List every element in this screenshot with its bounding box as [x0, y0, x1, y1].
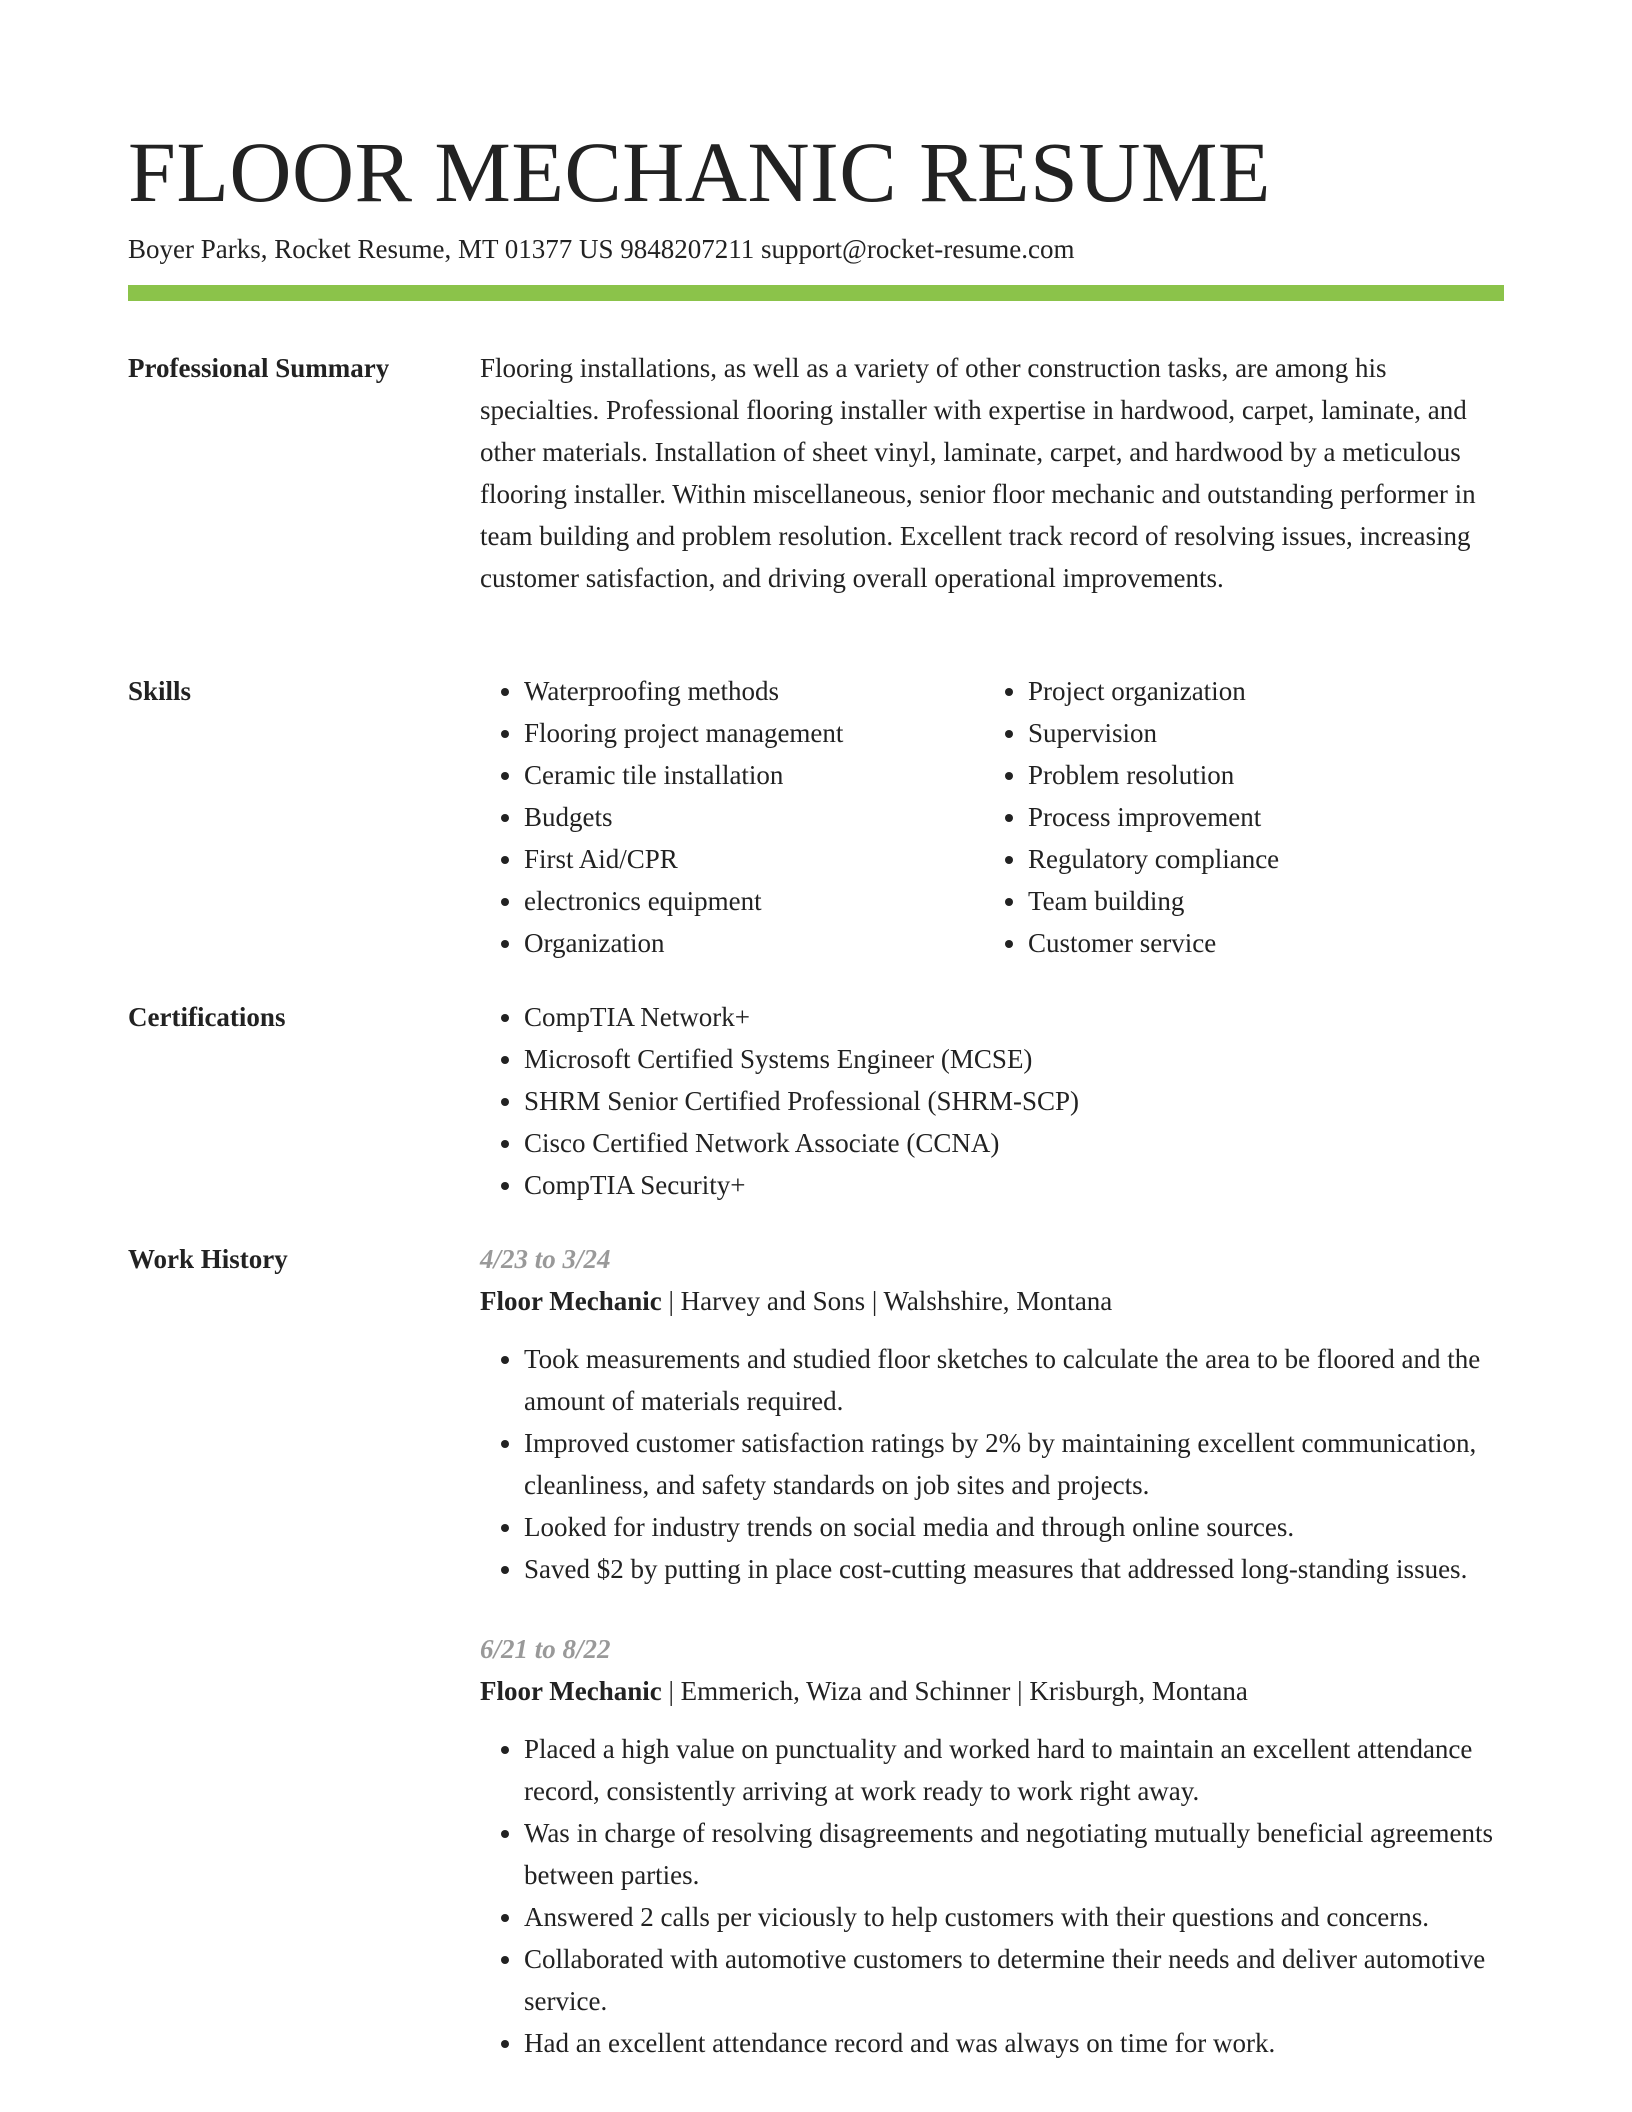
- skill-item: • Waterproofing methods: [524, 670, 984, 712]
- skill-item: • Supervision: [1028, 712, 1488, 754]
- skill-item: • Organization: [524, 922, 984, 964]
- job-details: | Harvey and Sons | Walshshire, Montana: [661, 1286, 1113, 1316]
- skill-item: • Project organization: [1028, 670, 1488, 712]
- job-entry: [480, 1628, 1504, 2064]
- skill-item: • electronics equipment: [524, 880, 984, 922]
- job-heading: [480, 1280, 1504, 1322]
- job-role: Floor Mechanic: [480, 1286, 662, 1316]
- skill-item: • Ceramic tile installation: [524, 754, 984, 796]
- job-bullet: • Took measurements and studied floor sketches to calculate the area to be floored and the amount of materials required.: [524, 1338, 1504, 1422]
- skills-list-right: [984, 670, 1488, 964]
- resume-title: FLOOR MECHANIC RESUME: [128, 124, 1271, 220]
- job-bullets: [480, 1338, 1504, 1590]
- skills-label: Skills: [128, 676, 192, 706]
- certifications-label: Certifications: [128, 1002, 286, 1032]
- skill-item: • Team building: [1028, 880, 1488, 922]
- job-entry: [480, 1238, 1504, 1590]
- contact-line: Boyer Parks, Rocket Resume, MT 01377 US 9848207211 support@rocket-resume.com: [128, 234, 1075, 264]
- skills-body: [480, 670, 1504, 964]
- work-history-body: [480, 1238, 1504, 2064]
- certification-item: • SHRM Senior Certified Professional (SHRM-SCP): [524, 1080, 1504, 1122]
- certification-item: • Cisco Certified Network Associate (CCNA): [524, 1122, 1504, 1164]
- skills-list-left: [480, 670, 984, 964]
- job-bullet: • Saved $2 by putting in place cost-cutting measures that addressed long-standing issues.: [524, 1548, 1504, 1590]
- work-history-label: Work History: [128, 1244, 288, 1274]
- skill-item: • Problem resolution: [1028, 754, 1488, 796]
- job-bullet: • Collaborated with automotive customers to determine their needs and deliver automotive service.: [524, 1938, 1504, 2022]
- job-bullets: [480, 1728, 1504, 2064]
- job-bullet: • Had an excellent attendance record and was always on time for work.: [524, 2022, 1504, 2064]
- job-bullet: • Answered 2 calls per viciously to help customers with their questions and concerns.: [524, 1896, 1504, 1938]
- summary-text: Flooring installations, as well as a variety of other construction tasks, are among his specialties. Professional flooring installer with expertise in hardwood, carpet, laminate, and other materials. Installation of sheet vinyl, laminate, carpet, and hardwood by a meticulous flooring installer. Within miscellaneous, senior floor mechanic and outstanding performer in team building and problem resolution. Excellent track record of resolving issues, increasing customer satisfaction, and driving overall operational improvements.: [480, 353, 1476, 593]
- skill-item: • Regulatory compliance: [1028, 838, 1488, 880]
- header-divider: [128, 285, 1504, 301]
- skills-grid: [480, 670, 1504, 964]
- job-heading: [480, 1670, 1504, 1712]
- skill-item: • First Aid/CPR: [524, 838, 984, 880]
- job-dates: 4/23 to 3/24: [480, 1244, 611, 1274]
- certification-item: • CompTIA Security+: [524, 1164, 1504, 1206]
- job-bullet: • Was in charge of resolving disagreements and negotiating mutually beneficial agreements between parties.: [524, 1812, 1504, 1896]
- job-bullet: • Placed a high value on punctuality and worked hard to maintain an excellent attendance record, consistently arriving at work ready to work right away.: [524, 1728, 1504, 1812]
- job-bullet: • Improved customer satisfaction ratings by 2% by maintaining excellent communication, cleanliness, and safety standards on job sites and projects.: [524, 1422, 1504, 1506]
- certification-item: • CompTIA Network+: [524, 996, 1504, 1038]
- certifications-list: [480, 996, 1504, 1206]
- skill-item: • Process improvement: [1028, 796, 1488, 838]
- job-dates: 6/21 to 8/22: [480, 1634, 611, 1664]
- skill-item: • Budgets: [524, 796, 984, 838]
- job-details: | Emmerich, Wiza and Schinner | Krisburgh, Montana: [661, 1676, 1248, 1706]
- summary-body: [480, 347, 1504, 599]
- certification-item: • Microsoft Certified Systems Engineer (MCSE): [524, 1038, 1504, 1080]
- skill-item: • Customer service: [1028, 922, 1488, 964]
- job-role: Floor Mechanic: [480, 1676, 662, 1706]
- job-bullet: • Looked for industry trends on social media and through online sources.: [524, 1506, 1504, 1548]
- summary-label: Professional Summary: [128, 353, 390, 383]
- skills-column-left: [480, 670, 984, 964]
- certifications-body: [480, 996, 1504, 1206]
- skills-column-right: [984, 670, 1488, 964]
- skill-item: • Flooring project management: [524, 712, 984, 754]
